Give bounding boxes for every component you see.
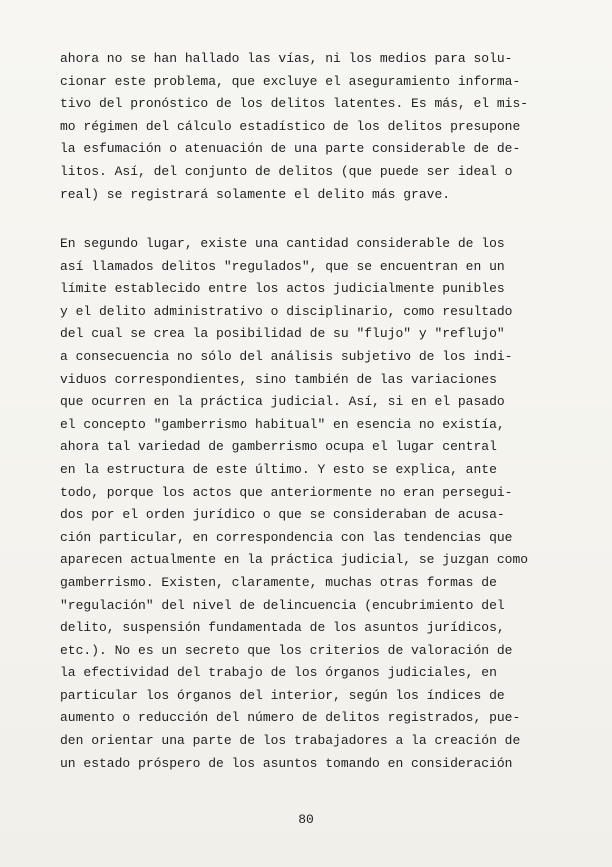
text-line: particular los órganos del interior, según los índices de [60,687,505,703]
text-line: todo, porque los actos que anteriormente no eran persegui- [60,484,513,500]
paragraph-2 [60,233,582,775]
text-line: aparecen actualmente en la práctica judicial, se juzgan como [60,552,529,568]
text-line: tivo del pronóstico de los delitos latentes. Es más, el mis- [60,96,529,112]
text-line: viduos correspondientes, sino también de las variaciones [60,371,497,387]
text-line: y el delito administrativo o disciplinario, como resultado [60,303,513,319]
text-line: dos por el orden jurídico o que se consideraban de acusa- [60,507,505,523]
paragraph-1 [60,48,582,206]
text-line: etc.). No es un secreto que los criterios de valoración de [60,642,513,658]
text-line: cionar este problema, que excluye el aseguramiento informa- [60,73,521,89]
text-line: el concepto "gamberrismo habitual" en esencia no existía, [60,416,505,432]
text-line: del cual se crea la posibilidad de su "flujo" y "reflujo" [60,326,505,342]
text-line: ahora no se han hallado las vías, ni los medios para solu- [60,51,513,66]
text-line: así llamados delitos "regulados", que se encuentran en un [60,258,505,274]
text-line: real) se registrará solamente el delito más grave. [60,186,451,202]
text-line: en la estructura de este último. Y esto se explica, ante [60,461,497,477]
text-line: límite establecido entre los actos judicialmente punibles [60,281,505,297]
text-line: "regulación" del nivel de delincuencia (encubrimiento del [60,597,505,613]
page-number: 80 [298,812,314,827]
text-line: litos. Así, del conjunto de delitos (que puede ser ideal o [60,163,513,179]
text-line: ahora tal variedad de gamberrismo ocupa el lugar central [60,439,497,455]
text-line: ción particular, en correspondencia con las tendencias que [60,529,513,545]
text-line: gamberrismo. Existen, claramente, muchas otras formas de [60,574,497,590]
text-line: mo régimen del cálculo estadístico de los delitos presupone [60,118,521,134]
text-line: a consecuencia no sólo del análisis subjetivo de los indi- [60,348,513,364]
text-line: un estado próspero de los asuntos tomando en consideración [60,755,513,771]
text-line: que ocurren en la práctica judicial. Así, si en el pasado [60,394,505,410]
text-line: delito, suspensión fundamentada de los asuntos jurídicos, [60,620,505,636]
text-line: den orientar una parte de los trabajadores a la creación de [60,733,521,749]
text-line: aumento o reducción del número de delitos registrados, pue- [60,710,521,726]
text-line: la efectividad del trabajo de los órganos judiciales, en [60,665,497,681]
text-line: En segundo lugar, existe una cantidad considerable de los [60,236,505,251]
text-line: la esfumación o atenuación de una parte considerable de de- [60,141,521,157]
